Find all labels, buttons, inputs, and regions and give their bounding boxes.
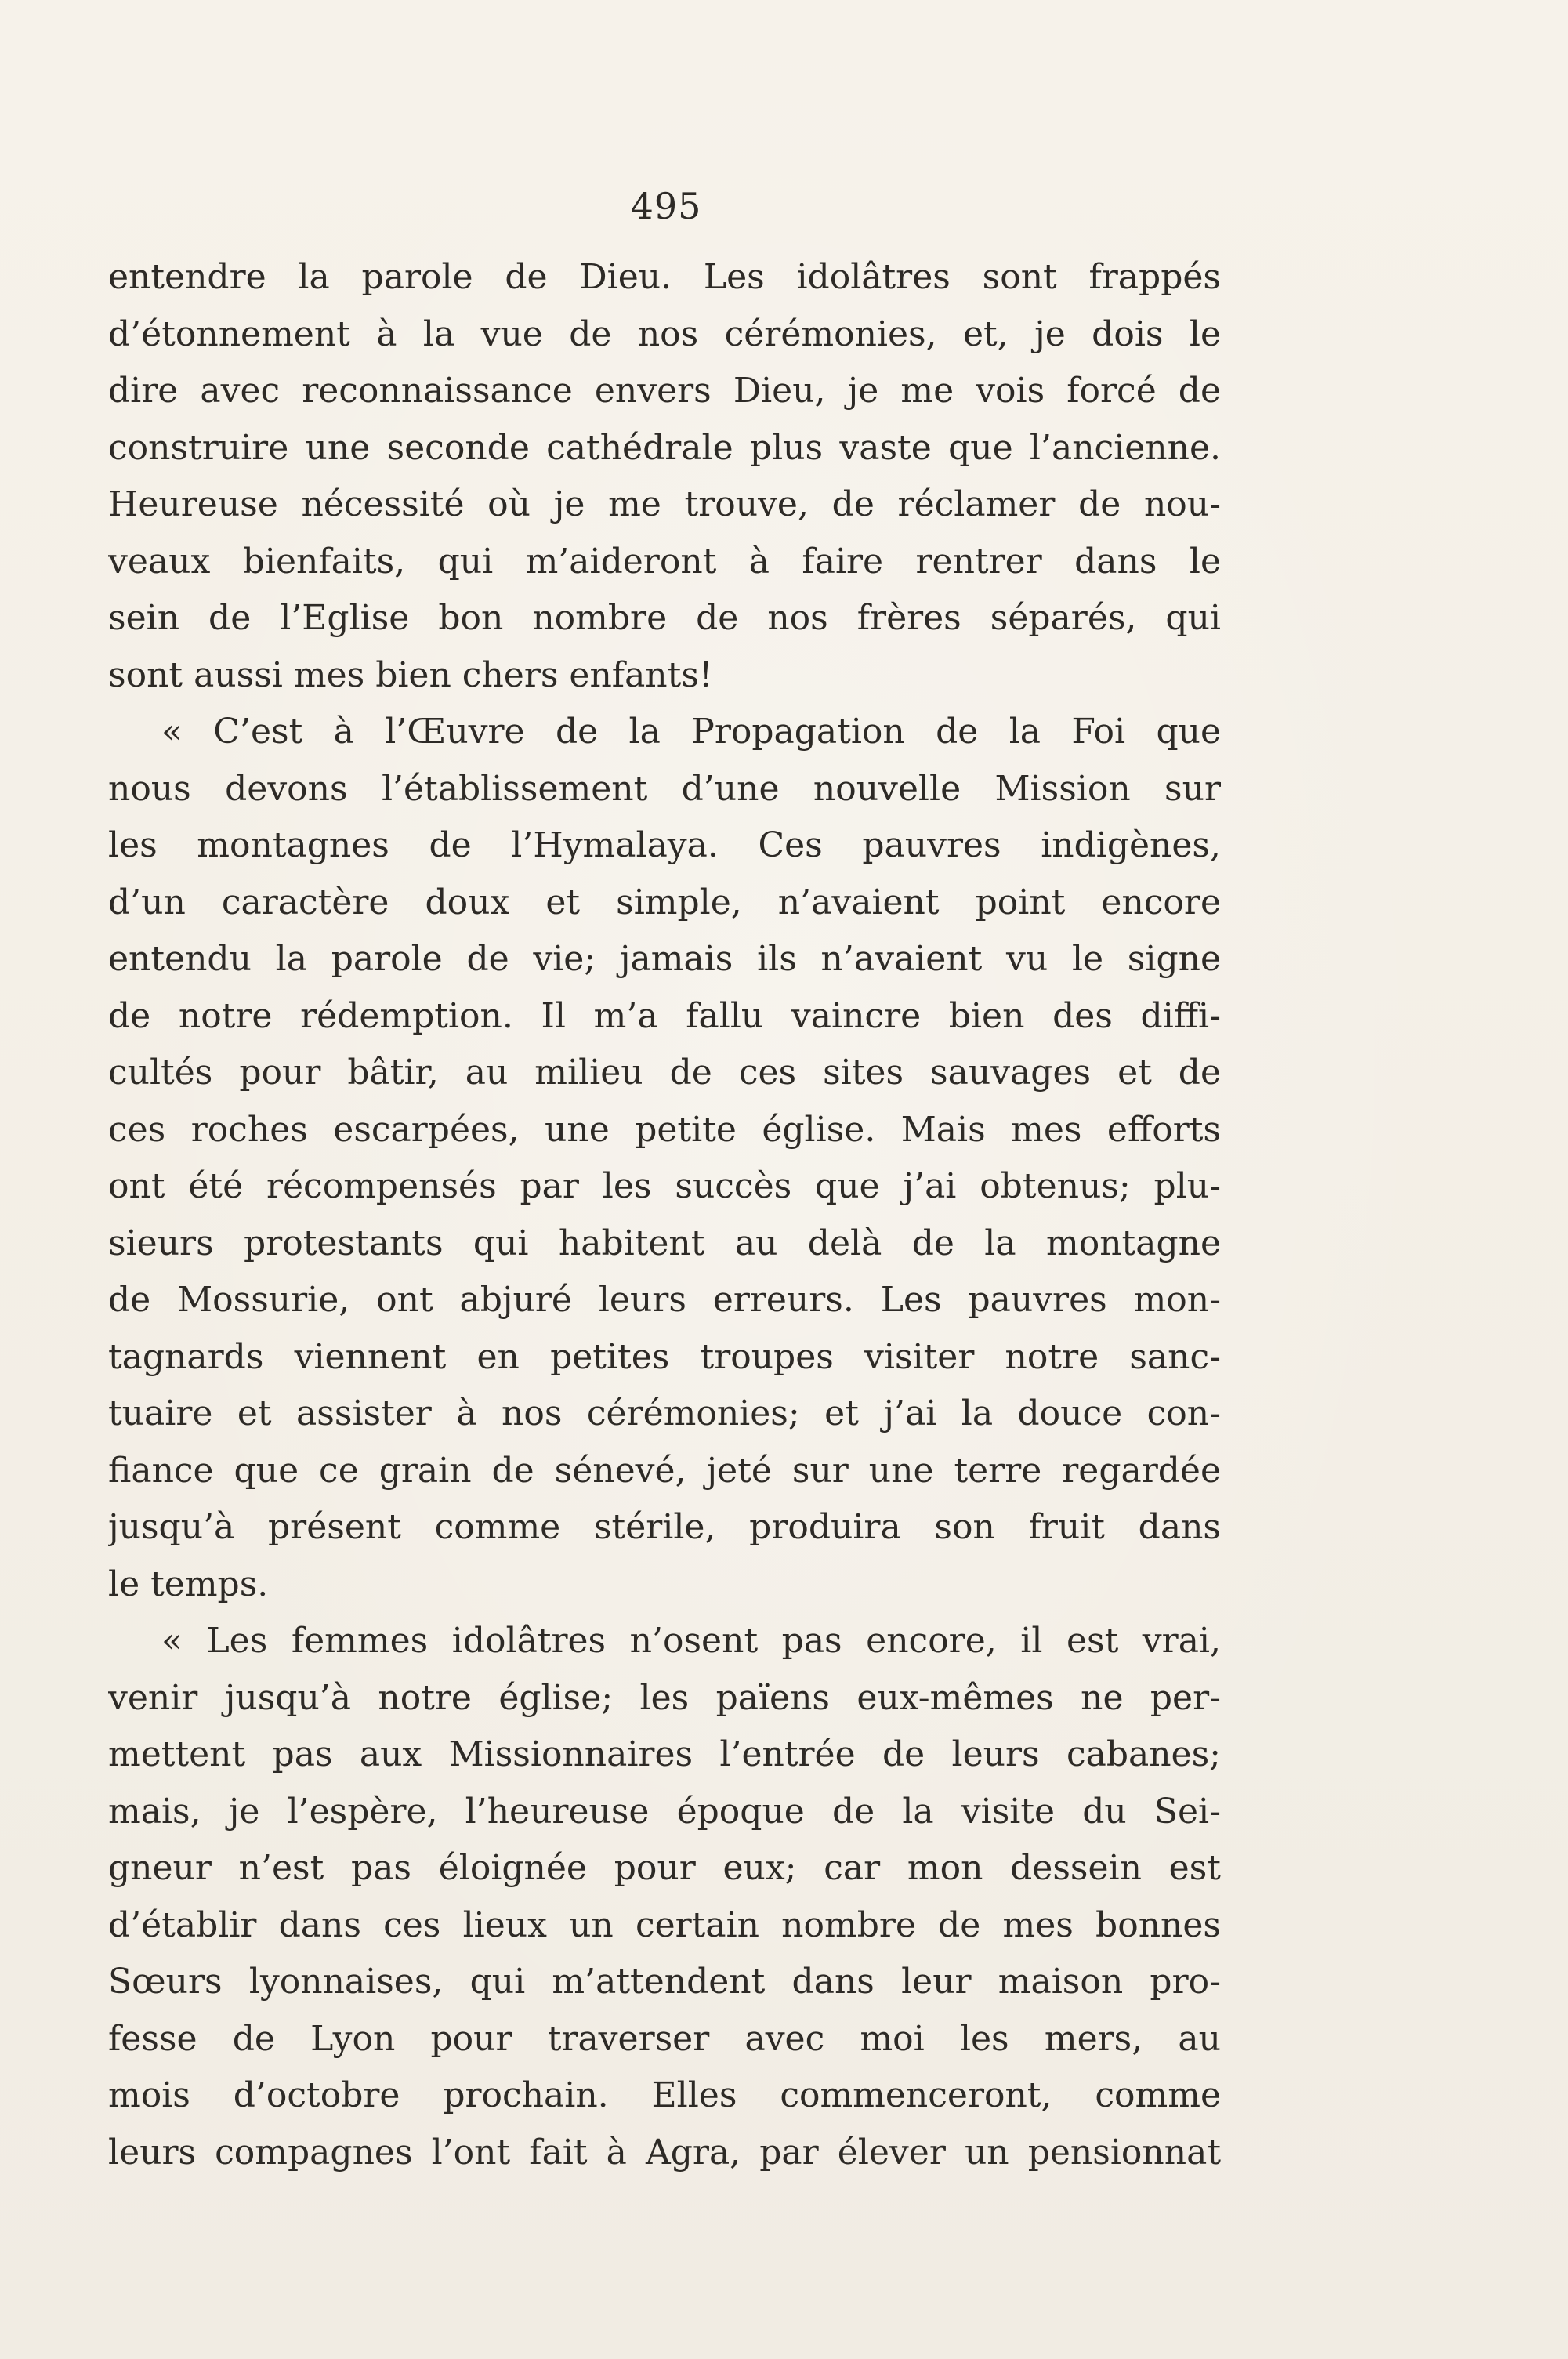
text-line: dire avec reconnaissance envers Dieu, je me vois forcé de [108,371,1221,411]
text-line: nous devons l’établissement d’une nouvelle Mission sur [108,768,1221,809]
paragraph-start-line: « Les femmes idolâtres n’osent pas encore, il est vrai, [161,1621,1221,1661]
text-line: sein de l’Eglise bon nombre de nos frères séparés, qui [108,598,1221,638]
text-line: entendre la parole de Dieu. Les idolâtres sont frappés [108,257,1221,297]
paragraph-start-line: « C’est à l’Œuvre de la Propagation de la Foi que [161,712,1221,752]
text-line: de notre rédemption. Il m’a fallu vaincre bien des diffi- [108,995,1221,1036]
text-line: mais, je l’espère, l’heureuse époque de la visite du Sei- [108,1791,1221,1832]
text-line: les montagnes de l’Hymalaya. Ces pauvres indigènes, [108,825,1221,865]
text-line: le temps. [108,1564,269,1604]
text-line: sont aussi mes bien chers enfants! [108,654,713,695]
text-line: sieurs protestants qui habitent au delà de la montagne [108,1223,1221,1263]
text-line: d’un caractère doux et simple, n’avaient point encore [108,882,1221,922]
text-line: fesse de Lyon pour traverser avec moi les mers, au [108,2018,1221,2059]
text-line: veaux bienfaits, qui m’aideront à faire rentrer dans le [108,541,1221,582]
text-line: tuaire et assister à nos cérémonies; et j’ai la douce con- [108,1393,1221,1433]
body-text [108,249,1221,2181]
text-line: fiance que ce grain de sénevé, jeté sur une terre regardée [108,1450,1221,1491]
text-line: leurs compagnes l’ont fait à Agra, par élever un pensionnat [108,2132,1221,2172]
text-line: construire une seconde cathédrale plus vaste que l’ancienne. [108,427,1221,468]
text-line: de Mossurie, ont abjuré leurs erreurs. Les pauvres mon- [108,1280,1221,1320]
text-line: d’étonnement à la vue de nos cérémonies, et, je dois le [108,313,1221,354]
text-line: cultés pour bâtir, au milieu de ces sites sauvages et de [108,1053,1221,1093]
text-line: ces roches escarpées, une petite église. Mais mes efforts [108,1109,1221,1150]
page-number: 495 [630,185,702,227]
text-line: ont été récompensés par les succès que j’ai obtenus; plu- [108,1166,1221,1206]
text-line: venir jusqu’à notre église; les païens eux-mêmes ne per- [108,1677,1221,1718]
text-line: jusqu’à présent comme stérile, produira son fruit dans [108,1507,1221,1547]
text-line: mois d’octobre prochain. Elles commenceront, comme [108,2075,1221,2115]
text-line: gneur n’est pas éloignée pour eux; car mon dessein est [108,1848,1221,1888]
text-line: Heureuse nécessité où je me trouve, de réclamer de nou- [108,484,1221,524]
text-line: Sœurs lyonnaises, qui m’attendent dans leur maison pro- [108,1962,1221,2002]
text-line: entendu la parole de vie; jamais ils n’avaient vu le signe [108,939,1221,979]
text-line: d’établir dans ces lieux un certain nombre de mes bonnes [108,1904,1221,1945]
text-line: tagnards viennent en petites troupes visiter notre sanc- [108,1336,1221,1377]
text-line: mettent pas aux Missionnaires l’entrée de leurs cabanes; [108,1734,1221,1774]
